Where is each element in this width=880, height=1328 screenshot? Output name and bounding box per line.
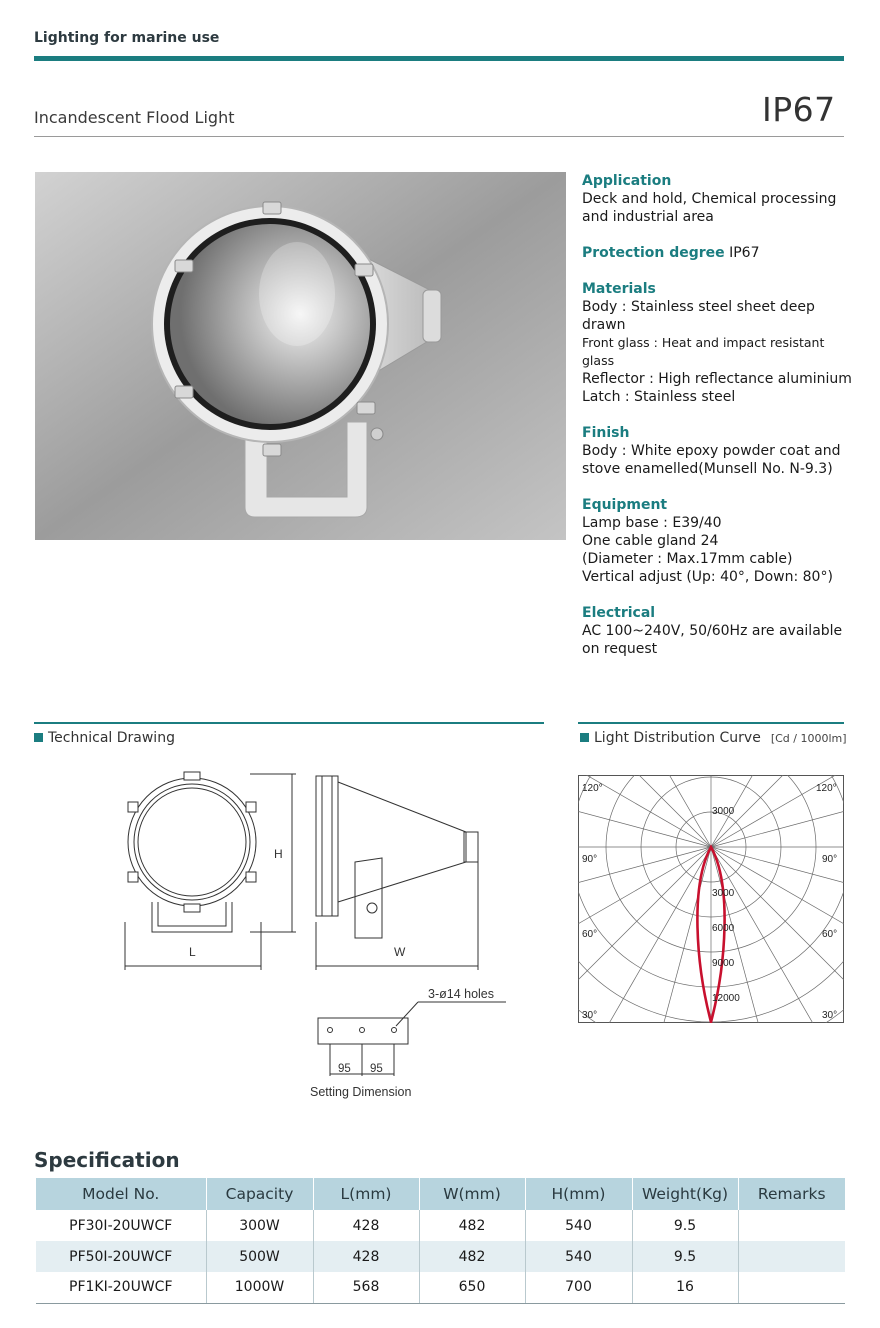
finish-heading: Finish (582, 425, 630, 441)
curve-title: Light Distribution Curve (594, 730, 761, 746)
table-cell: 500W (206, 1241, 313, 1272)
table-row (36, 1210, 845, 1241)
dimension-l-label: L (189, 945, 196, 959)
table-cell: 428 (313, 1241, 419, 1272)
table-cell: 482 (419, 1241, 525, 1272)
setting-dimension-label: Setting Dimension (310, 1085, 412, 1099)
table-cell: 9.5 (632, 1210, 738, 1241)
table-cell: 540 (525, 1241, 632, 1272)
product-title: Incandescent Flood Light (34, 108, 235, 127)
section-label: Lighting for marine use (34, 30, 220, 46)
table-cell: 9.5 (632, 1241, 738, 1272)
angle-label: 90° (822, 854, 838, 865)
table-header-row (36, 1178, 845, 1210)
application-line: and industrial area (582, 209, 714, 225)
table-cell: 650 (419, 1272, 525, 1303)
square-bullet-icon (34, 733, 43, 742)
flood-light-photo (35, 172, 566, 540)
ip-rating-title: IP67 (762, 90, 836, 129)
table-row (36, 1272, 845, 1303)
equipment-line: (Diameter : Max.17mm cable) (582, 551, 793, 567)
table-cell: 540 (525, 1210, 632, 1241)
protection-heading: Protection degree (582, 245, 725, 261)
radial-label: 3000 (712, 888, 735, 899)
equipment-line: Lamp base : E39/40 (582, 515, 722, 531)
table-cell: PF30I-20UWCF (36, 1210, 206, 1241)
electrical-heading: Electrical (582, 605, 656, 621)
equipment-line: One cable gland 24 (582, 533, 719, 549)
finish-group (582, 424, 852, 478)
radial-label: 12000 (712, 993, 740, 1004)
drawing-heading (34, 730, 175, 746)
finish-line: stove enamelled(Munsell No. N-9.3) (582, 461, 833, 477)
dimension-b-label: 95 (370, 1063, 383, 1075)
equipment-heading: Equipment (582, 497, 668, 513)
drawing-rule (34, 722, 544, 724)
angle-label: 120° (582, 783, 603, 794)
materials-group (582, 280, 852, 406)
radial-label: 9000 (712, 958, 735, 969)
table-cell: 568 (313, 1272, 419, 1303)
electrical-group (582, 604, 852, 658)
column-header: W(mm) (419, 1178, 525, 1210)
table-cell (738, 1272, 845, 1303)
table-cell: 482 (419, 1210, 525, 1241)
specification-table (36, 1178, 845, 1304)
column-header: L(mm) (313, 1178, 419, 1210)
equipment-group (582, 496, 852, 586)
title-rule (34, 136, 844, 137)
materials-line: Latch : Stainless steel (582, 389, 736, 405)
electrical-line: on request (582, 641, 658, 657)
curve-unit: [Cd / 1000lm] (770, 732, 847, 745)
application-heading: Application (582, 173, 672, 189)
dimension-h-label: H (274, 847, 283, 861)
column-header: Model No. (36, 1178, 206, 1210)
drawing-title: Technical Drawing (48, 730, 175, 746)
angle-label: 120° (816, 783, 837, 794)
table-cell: PF1KI-20UWCF (36, 1272, 206, 1303)
equipment-line: Vertical adjust (Up: 40°, Down: 80°) (582, 569, 833, 585)
radial-label: 3000 (712, 806, 735, 817)
application-line: Deck and hold, Chemical processing (582, 191, 837, 207)
spec-details (582, 172, 852, 676)
angle-label: 90° (582, 854, 598, 865)
curve-rule (578, 722, 844, 724)
column-header: Weight(Kg) (632, 1178, 738, 1210)
square-bullet-icon (580, 733, 589, 742)
materials-line: Front glass : Heat and impact resistant glass (582, 335, 825, 368)
angle-label: 30° (582, 1010, 598, 1021)
table-row (36, 1241, 845, 1272)
holes-label: 3-ø14 holes (428, 987, 495, 1001)
angle-label: 30° (822, 1010, 838, 1021)
dimension-a-label: 95 (338, 1063, 351, 1075)
table-cell (738, 1210, 845, 1241)
table-cell (738, 1241, 845, 1272)
radial-label: 6000 (712, 923, 735, 934)
table-cell: 1000W (206, 1272, 313, 1303)
angle-label: 60° (582, 929, 598, 940)
materials-line: Body : Stainless steel sheet deep drawn (582, 299, 815, 333)
specification-title: Specification (34, 1148, 180, 1172)
table-cell: 16 (632, 1272, 738, 1303)
application-group (582, 172, 852, 226)
technical-drawing (100, 762, 520, 1112)
table-cell: 300W (206, 1210, 313, 1241)
materials-line: Reflector : High reflectance aluminium (582, 371, 852, 387)
column-header: Capacity (206, 1178, 313, 1210)
finish-line: Body : White epoxy powder coat and (582, 443, 841, 459)
protection-value: IP67 (729, 245, 760, 261)
materials-heading: Materials (582, 281, 656, 297)
electrical-line: AC 100~240V, 50/60Hz are available (582, 623, 843, 639)
curve-heading (580, 730, 847, 746)
table-cell: 700 (525, 1272, 632, 1303)
light-distribution-curve (578, 775, 844, 1023)
column-header: Remarks (738, 1178, 845, 1210)
table-cell: 428 (313, 1210, 419, 1241)
table-cell: PF50I-20UWCF (36, 1241, 206, 1272)
angle-label: 60° (822, 929, 838, 940)
header-rule (34, 56, 844, 61)
dimension-w-label: W (394, 945, 406, 959)
protection-group (582, 244, 852, 262)
column-header: H(mm) (525, 1178, 632, 1210)
